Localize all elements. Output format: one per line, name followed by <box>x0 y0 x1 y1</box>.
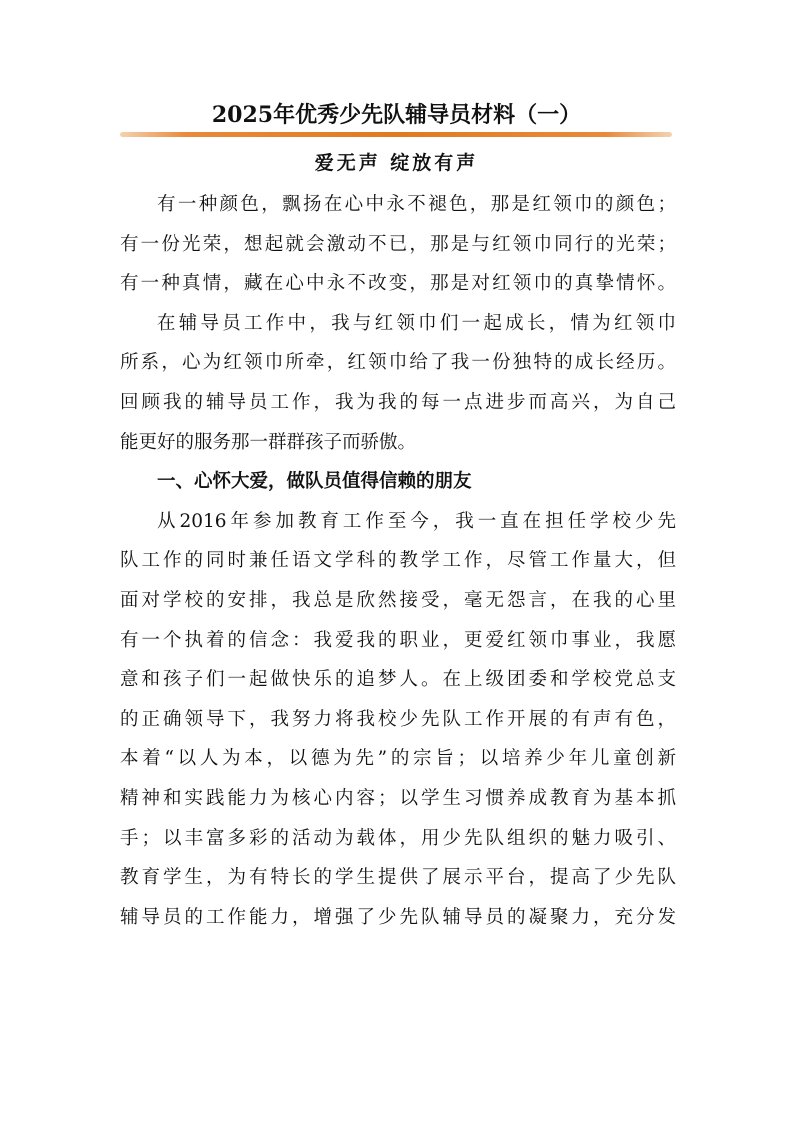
document-subtitle: 爱无声 绽放有声 <box>314 152 479 174</box>
paragraph-line: 本着“以人为本，以德为先”的宗旨；以培养少年儿童创新 <box>120 748 676 770</box>
paragraph-line: 面对学校的安排，我总是欣然接受，毫无怨言，在我的心里 <box>120 589 676 611</box>
paragraph-line: 从2016年参加教育工作至今，我一直在担任学校少先 <box>157 510 676 532</box>
paragraph-line: 辅导员的工作能力，增强了少先队辅导员的凝聚力，充分发 <box>120 906 676 928</box>
paragraph-line: 有一种真情，藏在心中永不改变，那是对红领巾的真挚情怀。 <box>120 273 676 295</box>
paragraph-2 <box>120 304 676 462</box>
paragraph-line: 教育学生，为有特长的学生提供了展示平台，提高了少先队 <box>120 867 676 889</box>
paragraph-line: 队工作的同时兼任语文学科的教学工作，尽管工作量大，但 <box>120 550 676 572</box>
paragraph-line: 有一个执着的信念：我爱我的职业，更爱红领巾事业，我愿 <box>120 629 676 651</box>
title-underline <box>120 132 672 137</box>
paragraph-line: 精神和实践能力为核心内容；以学生习惯养成教育为基本抓 <box>120 787 676 809</box>
paragraph-line: 回顾我的辅导员工作，我为我的每一点进步而高兴，为自己 <box>120 391 676 413</box>
section-heading-text: 一、心怀大爱，做队员值得信赖的朋友 <box>157 471 472 493</box>
paragraph-line: 在辅导员工作中，我与红领巾们一起成长，情为红领巾 <box>157 312 676 334</box>
paragraph-line: 有一种颜色，飘扬在心中永不褪色，那是红领巾的颜色； <box>157 194 676 215</box>
section-paragraph <box>120 502 676 938</box>
document-title: 2025年优秀少先队辅导员材料（一） <box>211 102 582 128</box>
paragraph-line: 有一份光荣，想起就会激动不已，那是与红领巾同行的光荣； <box>120 233 676 255</box>
paragraph-line: 的正确领导下，我努力将我校少先队工作开展的有声有色， <box>120 708 676 730</box>
paragraph-line: 意和孩子们一起做快乐的追梦人。在上级团委和学校党总支 <box>120 669 676 691</box>
section-heading <box>120 462 676 502</box>
paragraph-line: 能更好的服务那一群群孩子而骄傲。 <box>120 431 417 453</box>
paragraph-line: 手；以丰富多彩的活动为载体，用少先队组织的魅力吸引、 <box>120 827 676 849</box>
paragraph-1 <box>120 185 676 304</box>
paragraph-line: 所系，心为红领巾所牵，红领巾给了我一份独特的成长经历。 <box>120 352 676 374</box>
document-body <box>120 185 676 937</box>
